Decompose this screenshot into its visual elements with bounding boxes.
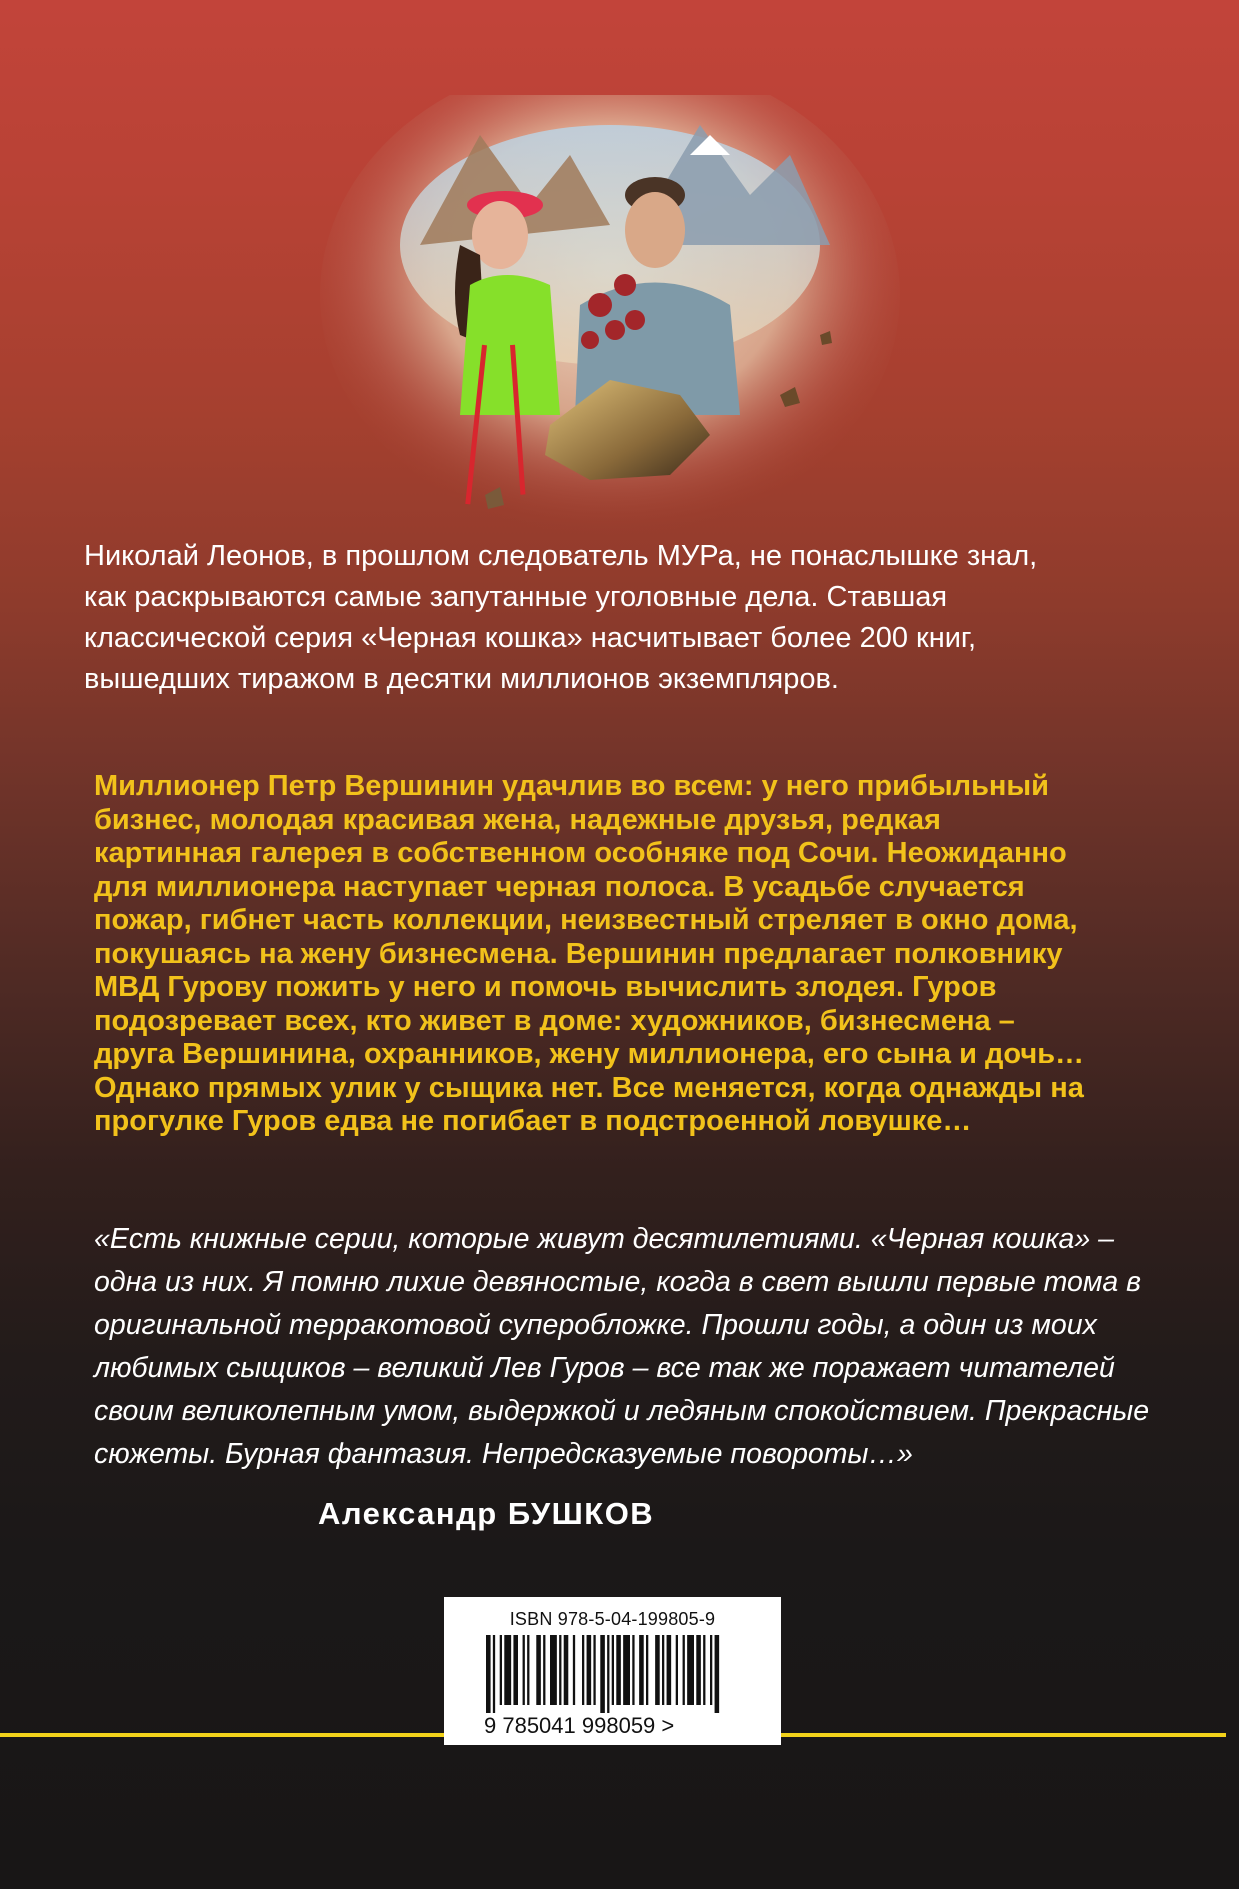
barcode-bar: [486, 1635, 491, 1713]
barcode-bar: [527, 1635, 529, 1705]
barcode-bar: [523, 1635, 525, 1705]
barcode-bar: [683, 1635, 685, 1705]
cover-illustration: [310, 95, 910, 550]
barcode-bar: [504, 1635, 511, 1705]
barcode-bar: [703, 1635, 705, 1705]
barcode-bar: [687, 1635, 694, 1705]
barcode-box: [444, 1597, 781, 1745]
barcode-bar: [543, 1635, 545, 1705]
isbn-label: ISBN 978-5-04-199805-9: [509, 1609, 716, 1629]
barcode-bar: [710, 1635, 712, 1705]
barcode-bar: [662, 1635, 664, 1705]
barcode-bar: [564, 1635, 569, 1705]
barcode-bar: [667, 1635, 672, 1705]
barcode-bar: [559, 1635, 561, 1705]
barcode-bar: [655, 1635, 660, 1705]
barcode-bar: [593, 1635, 595, 1705]
barcode-bar: [639, 1635, 644, 1705]
barcode-bar: [513, 1635, 518, 1705]
barcode: [486, 1635, 726, 1713]
barcode-bar: [500, 1635, 502, 1705]
barcode-bar: [536, 1635, 541, 1705]
barcode-bar: [676, 1635, 678, 1705]
barcode-bar: [493, 1635, 495, 1713]
barcode-bar: [696, 1635, 701, 1705]
barcode-bar: [607, 1635, 609, 1713]
barcode-bar: [587, 1635, 592, 1705]
barcode-bar: [550, 1635, 557, 1705]
barcode-bar: [612, 1635, 614, 1705]
book-annotation: Миллионер Петр Вершинин удачлив во всем: у него прибыльный бизнес, молодая красивая жена, надежные друзья, редкая картинная галерея в собственном особняке под Сочи. Неожиданно для миллионера наступает черная полоса. В усадьбе случается пожар, гибнет часть коллекции, неизвестный стреляет в окно дома, покушаясь на жену бизнесмена. Вершинин предлагает полковнику МВД Гурову пожить у него и помочь вычислить злодея. Гуров подозревает всех, кто живет в доме: художников, бизнесмена – друга Вершинина, охранников, жену миллионера, его сына и дочь… Однако прямых улик у сыщика нет. Все меняется, когда однажды на прогулке Гуров едва не погибает в подстроенной ловушке…: [94, 770, 1085, 1137]
barcode-bar: [600, 1635, 605, 1713]
barcode-bar: [573, 1635, 575, 1705]
barcode-bar: [616, 1635, 621, 1705]
ean-digits: 9 785041 998059 >: [484, 1713, 675, 1738]
barcode-bar: [715, 1635, 720, 1713]
author-intro: Николай Леонов, в прошлом следователь МУРа, не понаслышке знал, как раскрываются самые запутанные уголовные дела. Ставшая классической серия «Черная кошка» насчитывает более 200 книг, вышедших тиражом в десятки миллионов экземпляров.: [84, 540, 1038, 695]
barcode-bar: [623, 1635, 630, 1705]
review-quote: «Есть книжные серии, которые живут десятилетиями. «Черная кошка» – одна из них. Я помню лихие девяностые, когда в свет вышли первые тома в оригинальной терракотовой суперобложке. Прошли годы, а один из моих любимых сыщиков – великий Лев Гуров – все так же поражает читателей своим великолепным умом, выдержкой и ледяным спокойствием. Прекрасные сюжеты. Бурная фантазия. Непредсказуемые повороты…»: [94, 1223, 1150, 1470]
barcode-bar: [582, 1635, 584, 1705]
barcode-bar: [632, 1635, 634, 1705]
barcode-bar: [646, 1635, 648, 1705]
quote-author: Александр БУШКОВ: [318, 1496, 655, 1531]
